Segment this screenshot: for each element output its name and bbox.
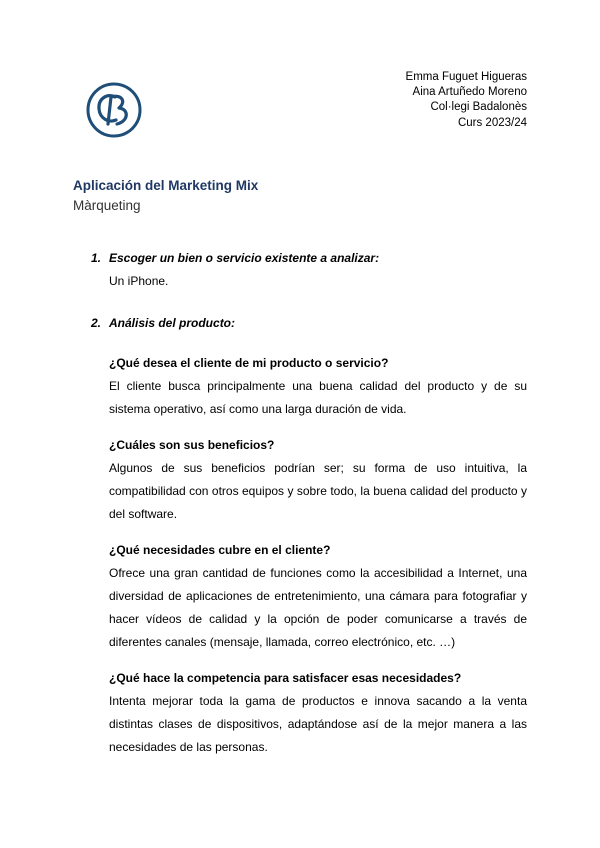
section-answer: Ofrece una gran cantidad de funciones como la accesibilidad a Internet, una diversidad de aplicaciones de entretenimiento, una cámara para fotografiar y hacer vídeos de calidad y la opción de poder comunicarse a través de diferentes canales (mensaje, llamada, correo electrónico, etc. …) <box>109 566 527 649</box>
section-question: ¿Qué necesidades cubre en el cliente? <box>109 543 331 557</box>
section-competition <box>91 667 527 759</box>
section-question: ¿Qué desea el cliente de mi producto o servicio? <box>109 356 389 370</box>
section-question: ¿Cuáles son sus beneficios? <box>109 438 275 452</box>
school-logo <box>84 80 144 140</box>
section-answer: El cliente busca principalmente una buena calidad del producto y de su sistema operativo, así como una larga duración de vida. <box>109 379 527 416</box>
list-heading: Análisis del producto: <box>109 316 236 330</box>
list-heading: Escoger un bien o servicio existente a analizar: <box>109 251 380 265</box>
list-item-2 <box>91 312 527 335</box>
list-number: 2. <box>91 316 102 330</box>
author-info <box>406 70 527 131</box>
list-number: 1. <box>91 251 102 265</box>
school-logo-icon <box>84 80 144 140</box>
section-needs <box>91 539 527 654</box>
document-title: Aplicación del Marketing Mix <box>73 178 259 193</box>
section-answer: Algunos de sus beneficios podrían ser; su forma de uso intuitiva, la compatibilidad con otros equipos y sobre todo, la buena calidad del producto y del software. <box>109 461 527 521</box>
author-name-1: Emma Fuguet Higueras <box>405 71 527 83</box>
school-name: Col·legi Badalonès <box>430 101 527 114</box>
list-answer: Un iPhone. <box>109 274 169 288</box>
section-benefits <box>91 434 527 526</box>
section-answer: Intenta mejorar toda la gama de productos e innova sacando a la venta distintas clases de dispositivos, adaptándose así de la mejor manera a las necesidades de las personas. <box>109 694 527 754</box>
section-question: ¿Qué hace la competencia para satisfacer esas necesidades? <box>109 671 462 685</box>
list-item-1 <box>91 247 527 293</box>
document-subtitle: Màrqueting <box>73 198 141 213</box>
author-name-2: Aina Artuñedo Moreno <box>412 86 527 99</box>
document-body <box>91 247 527 759</box>
section-desires <box>91 352 527 421</box>
course-year: Curs 2023/24 <box>457 116 527 129</box>
